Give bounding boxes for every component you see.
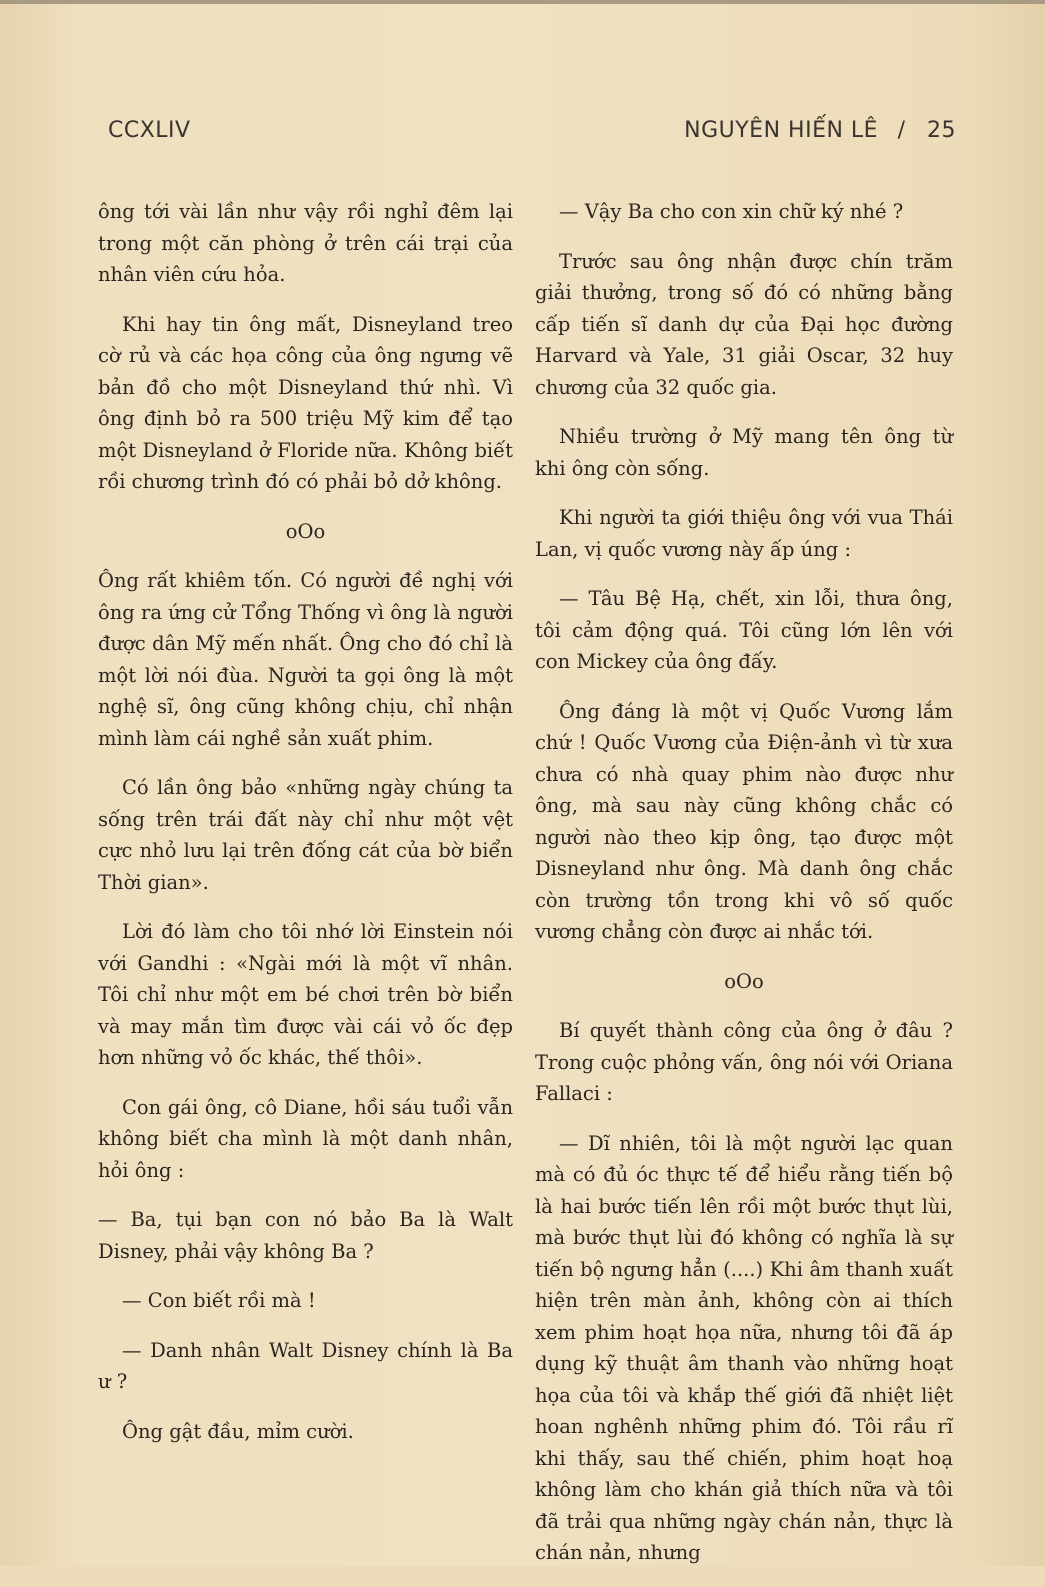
section-separator: oOo <box>285 519 326 543</box>
header-right <box>684 118 956 143</box>
paragraph: Khi hay tin ông mất, Disneyland treo cờ rủ và các họa công của ông ngưng vẽ bản đồ cho một Disneyland thứ nhì. Vì ông định bỏ ra 500 triệu Mỹ kim để tạo một Disneyland ở Floride nữa. Không biết rồi chương trình đó có phải bỏ dở không. <box>98 312 513 493</box>
paragraph: Khi người ta giới thiệu ông với vua Thái Lan, vị quốc vương này ấp úng : <box>535 506 953 561</box>
dialogue-line: — Ba, tụi bạn con nó bảo Ba là Walt Disney, phải vậy không Ba ? <box>98 1208 513 1263</box>
running-header <box>108 118 956 143</box>
page-number: 25 <box>927 118 956 143</box>
dialogue-line: — Vậy Ba cho con xin chữ ký nhé ? <box>559 200 904 223</box>
paragraph: Có lần ông bảo «những ngày chúng ta sống trên trái đất này chỉ như một vệt cực nhỏ lưu lại trên đống cát của bờ biển Thời gian». <box>98 776 513 894</box>
section-separator: oOo <box>724 969 764 993</box>
dialogue-line: — Tâu Bệ Hạ, chết, xin lỗi, thưa ông, tôi cảm động quá. Tôi cũng lớn lên với con Mickey của ông đấy. <box>535 587 953 673</box>
paragraph: ông tới vài lần như vậy rồi nghỉ đêm lại trong một căn phòng ở trên cái trại của nhân viên cứu hỏa. <box>98 200 513 286</box>
paragraph: Ông gật đầu, mỉm cười. <box>122 1419 354 1443</box>
dialogue-line: — Danh nhân Walt Disney chính là Ba ư ? <box>98 1338 513 1393</box>
right-column <box>535 196 953 1587</box>
dialogue-line: — Con biết rồi mà ! <box>122 1289 316 1312</box>
header-author: NGUYÊN HIẾN LÊ <box>684 118 879 143</box>
paragraph: Nhiều trường ở Mỹ mang tên ông từ khi ông còn sống. <box>535 425 953 480</box>
dialogue-line: — Dĩ nhiên, tôi là một người lạc quan mà có đủ óc thực tế để hiểu rằng tiến bộ là hai bước tiến lên rồi một bước thụt lùi, mà bước thụt lùi đó không có nghĩa là sự tiến bộ ngưng hẳn (....) Khi âm thanh xuất hiện trên màn ảnh, không còn ai thích xem phim hoạt họa nữa, nhưng tôi đã áp dụng kỹ thuật âm thanh vào những hoạt họa của tôi và khắp thế giới đã nhiệt liệt hoan nghênh những phim đó. Tôi rầu rĩ khi thấy, sau thế chiến, phim hoạt hoạ không làm cho khán giả thích nữa và tôi đã trải qua những ngày chán nản, thực là chán nản, nhưng <box>535 1131 953 1564</box>
paragraph: Ông rất khiêm tốn. Có người đề nghị với ông ra ứng cử Tổng Thống vì ông là người được dân Mỹ mến nhất. Ông cho đó chỉ là một lời nói đùa. Người ta gọi ông là một nghệ sĩ, ông cũng không chịu, chỉ nhận mình làm cái nghề sản xuất phim. <box>98 569 513 750</box>
paragraph: Bí quyết thành công của ông ở đâu ? Trong cuộc phỏng vấn, ông nói với Oriana Fallaci : <box>535 1019 953 1105</box>
header-left-label: CCXLIV <box>108 118 191 143</box>
paragraph: Trước sau ông nhận được chín trăm giải thưởng, trong số đó có những bằng cấp tiến sĩ danh dự của Đại học đường Harvard và Yale, 31 giải Oscar, 32 huy chương của 32 quốc gia. <box>535 249 953 399</box>
paragraph: Con gái ông, cô Diane, hồi sáu tuổi vẫn không biết cha mình là một danh nhân, hỏi ông : <box>98 1095 513 1182</box>
paragraph: Ông đáng là một vị Quốc Vương lắm chứ ! Quốc Vương của Điện-ảnh vì từ xưa chưa có nhà quay phim nào được như ông, mà sau này cũng không chắc có người nào theo kịp ông, tạo được một Disneyland như ông. Mà danh ông chắc còn trường tồn trong khi vô số quốc vương chẳng còn được ai nhắc tới. <box>535 699 953 943</box>
header-slash: / <box>897 118 906 143</box>
left-column <box>98 196 513 1465</box>
scan-top-edge <box>0 0 1045 4</box>
paragraph: Lời đó làm cho tôi nhớ lời Einstein nói với Gandhi : «Ngài mới là một vĩ nhân. Tôi chỉ như một em bé chơi trên bờ biển và may mắn tìm được vài cái vỏ ốc đẹp hơn những vỏ ốc khác, thế thôi». <box>98 920 513 1069</box>
